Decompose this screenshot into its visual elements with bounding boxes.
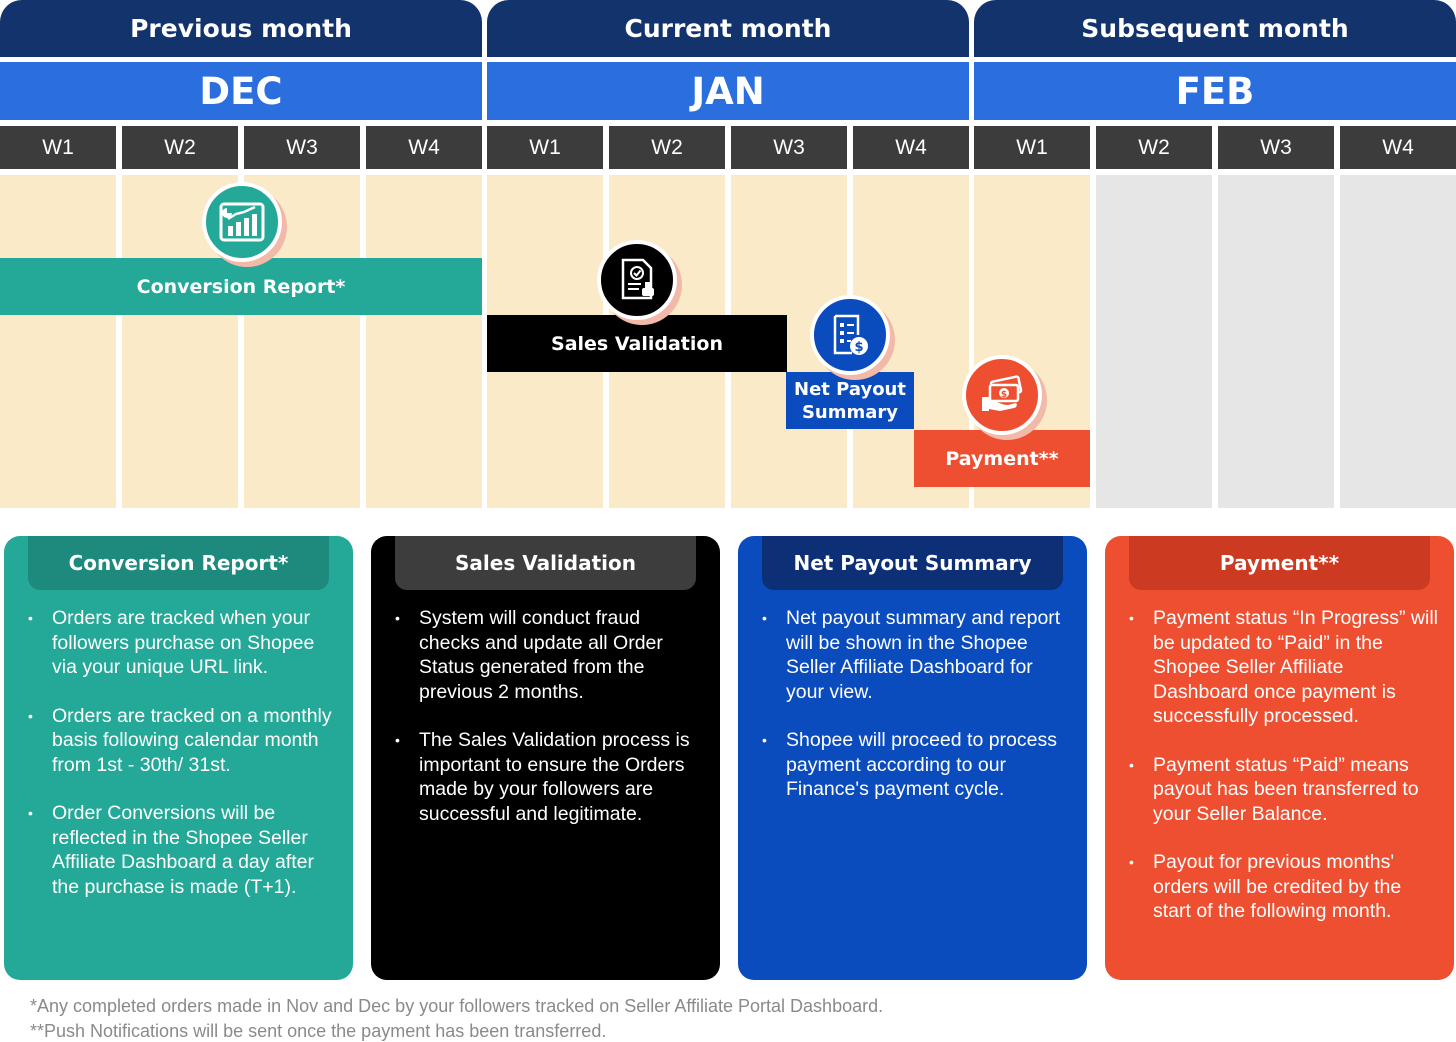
sales-validation-bar: Sales Validation [487,315,787,372]
card-title: Conversion Report* [28,536,329,590]
card-bullet: • Net payout summary and report will be shown in the Shopee Seller Affiliate Dashboard for your view. [762,606,1071,704]
card-payment [1105,536,1454,980]
card-bullet-list [28,606,337,923]
week-header: W1 [974,126,1090,169]
week-header: W2 [609,126,725,169]
net-payout-summary-line1: Net Payout [794,378,906,400]
net-payout-summary-line2: Summary [801,401,899,423]
week-header: W1 [0,126,116,169]
card-bullet-list [1129,606,1438,948]
week-header: W2 [122,126,238,169]
net-payout-summary-bar [786,372,914,429]
card-bullet: • Shopee will proceed to process payment according to our Finance's payment cycle. [762,728,1071,802]
card-bullet: • Orders are tracked on a monthly basis following calendar month from 1st - 30th/ 31st. [28,704,337,778]
week-column [1340,175,1456,508]
footnote-orders: *Any completed orders made in Nov and Dec by your followers tracked on Seller Affiliate Portal Dashboard. [30,996,884,1016]
period-previous-month: Previous month [0,0,482,57]
week-column [0,175,116,508]
card-bullet: • Payment status “In Progress” will be updated to “Paid” in the Shopee Seller Affiliate Dashboard once payment is successfully processed. [1129,606,1438,729]
money-hand-icon [962,355,1042,435]
week-column [366,175,482,508]
card-bullet: • System will conduct fraud checks and update all Order Status generated from the previous 2 months. [395,606,704,704]
svg-text:$: $ [854,340,864,355]
month-dec: DEC [0,62,482,120]
period-subsequent-month: Subsequent month [974,0,1456,57]
period-current-month: Current month [487,0,969,57]
week-header: W4 [366,126,482,169]
card-bullet: • Order Conversions will be reflected in the Shopee Seller Affiliate Dashboard a day after the purchase is made (T+1). [28,801,337,899]
chart-report-icon [202,182,282,262]
conversion-report-bar: Conversion Report* [0,258,482,315]
week-column [1218,175,1334,508]
card-bullet: • Payment status “Paid” means payout has been transferred to your Seller Balance. [1129,753,1438,827]
week-header: W1 [487,126,603,169]
week-header: W3 [244,126,360,169]
week-header: W3 [731,126,847,169]
card-net-payout-summary [738,536,1087,980]
week-header: W3 [1218,126,1334,169]
card-conversion-report [4,536,353,980]
month-jan: JAN [487,62,969,120]
card-bullet: • The Sales Validation process is important to ensure the Orders made by your followers are successful and legitimate. [395,728,704,826]
month-feb: FEB [974,62,1456,120]
card-bullet-list [395,606,704,850]
validation-document-icon [597,240,677,320]
card-bullet: • Orders are tracked when your followers purchase on Shopee via your unique URL link. [28,606,337,680]
card-sales-validation [371,536,720,980]
card-title: Payment** [1129,536,1430,590]
card-title: Net Payout Summary [762,536,1063,590]
week-header: W4 [853,126,969,169]
payment-bar: Payment** [914,430,1090,487]
card-title: Sales Validation [395,536,696,590]
week-column [1096,175,1212,508]
card-bullet-list [762,606,1071,826]
footnote-notifications: **Push Notifications will be sent once the payment has been transferred. [30,1021,607,1041]
week-header: W2 [1096,126,1212,169]
card-bullet: • Payout for previous months' orders will be credited by the start of the following month. [1129,850,1438,924]
svg-text:$: $ [1000,390,1008,400]
week-header: W4 [1340,126,1456,169]
payout-checklist-icon [810,295,890,375]
